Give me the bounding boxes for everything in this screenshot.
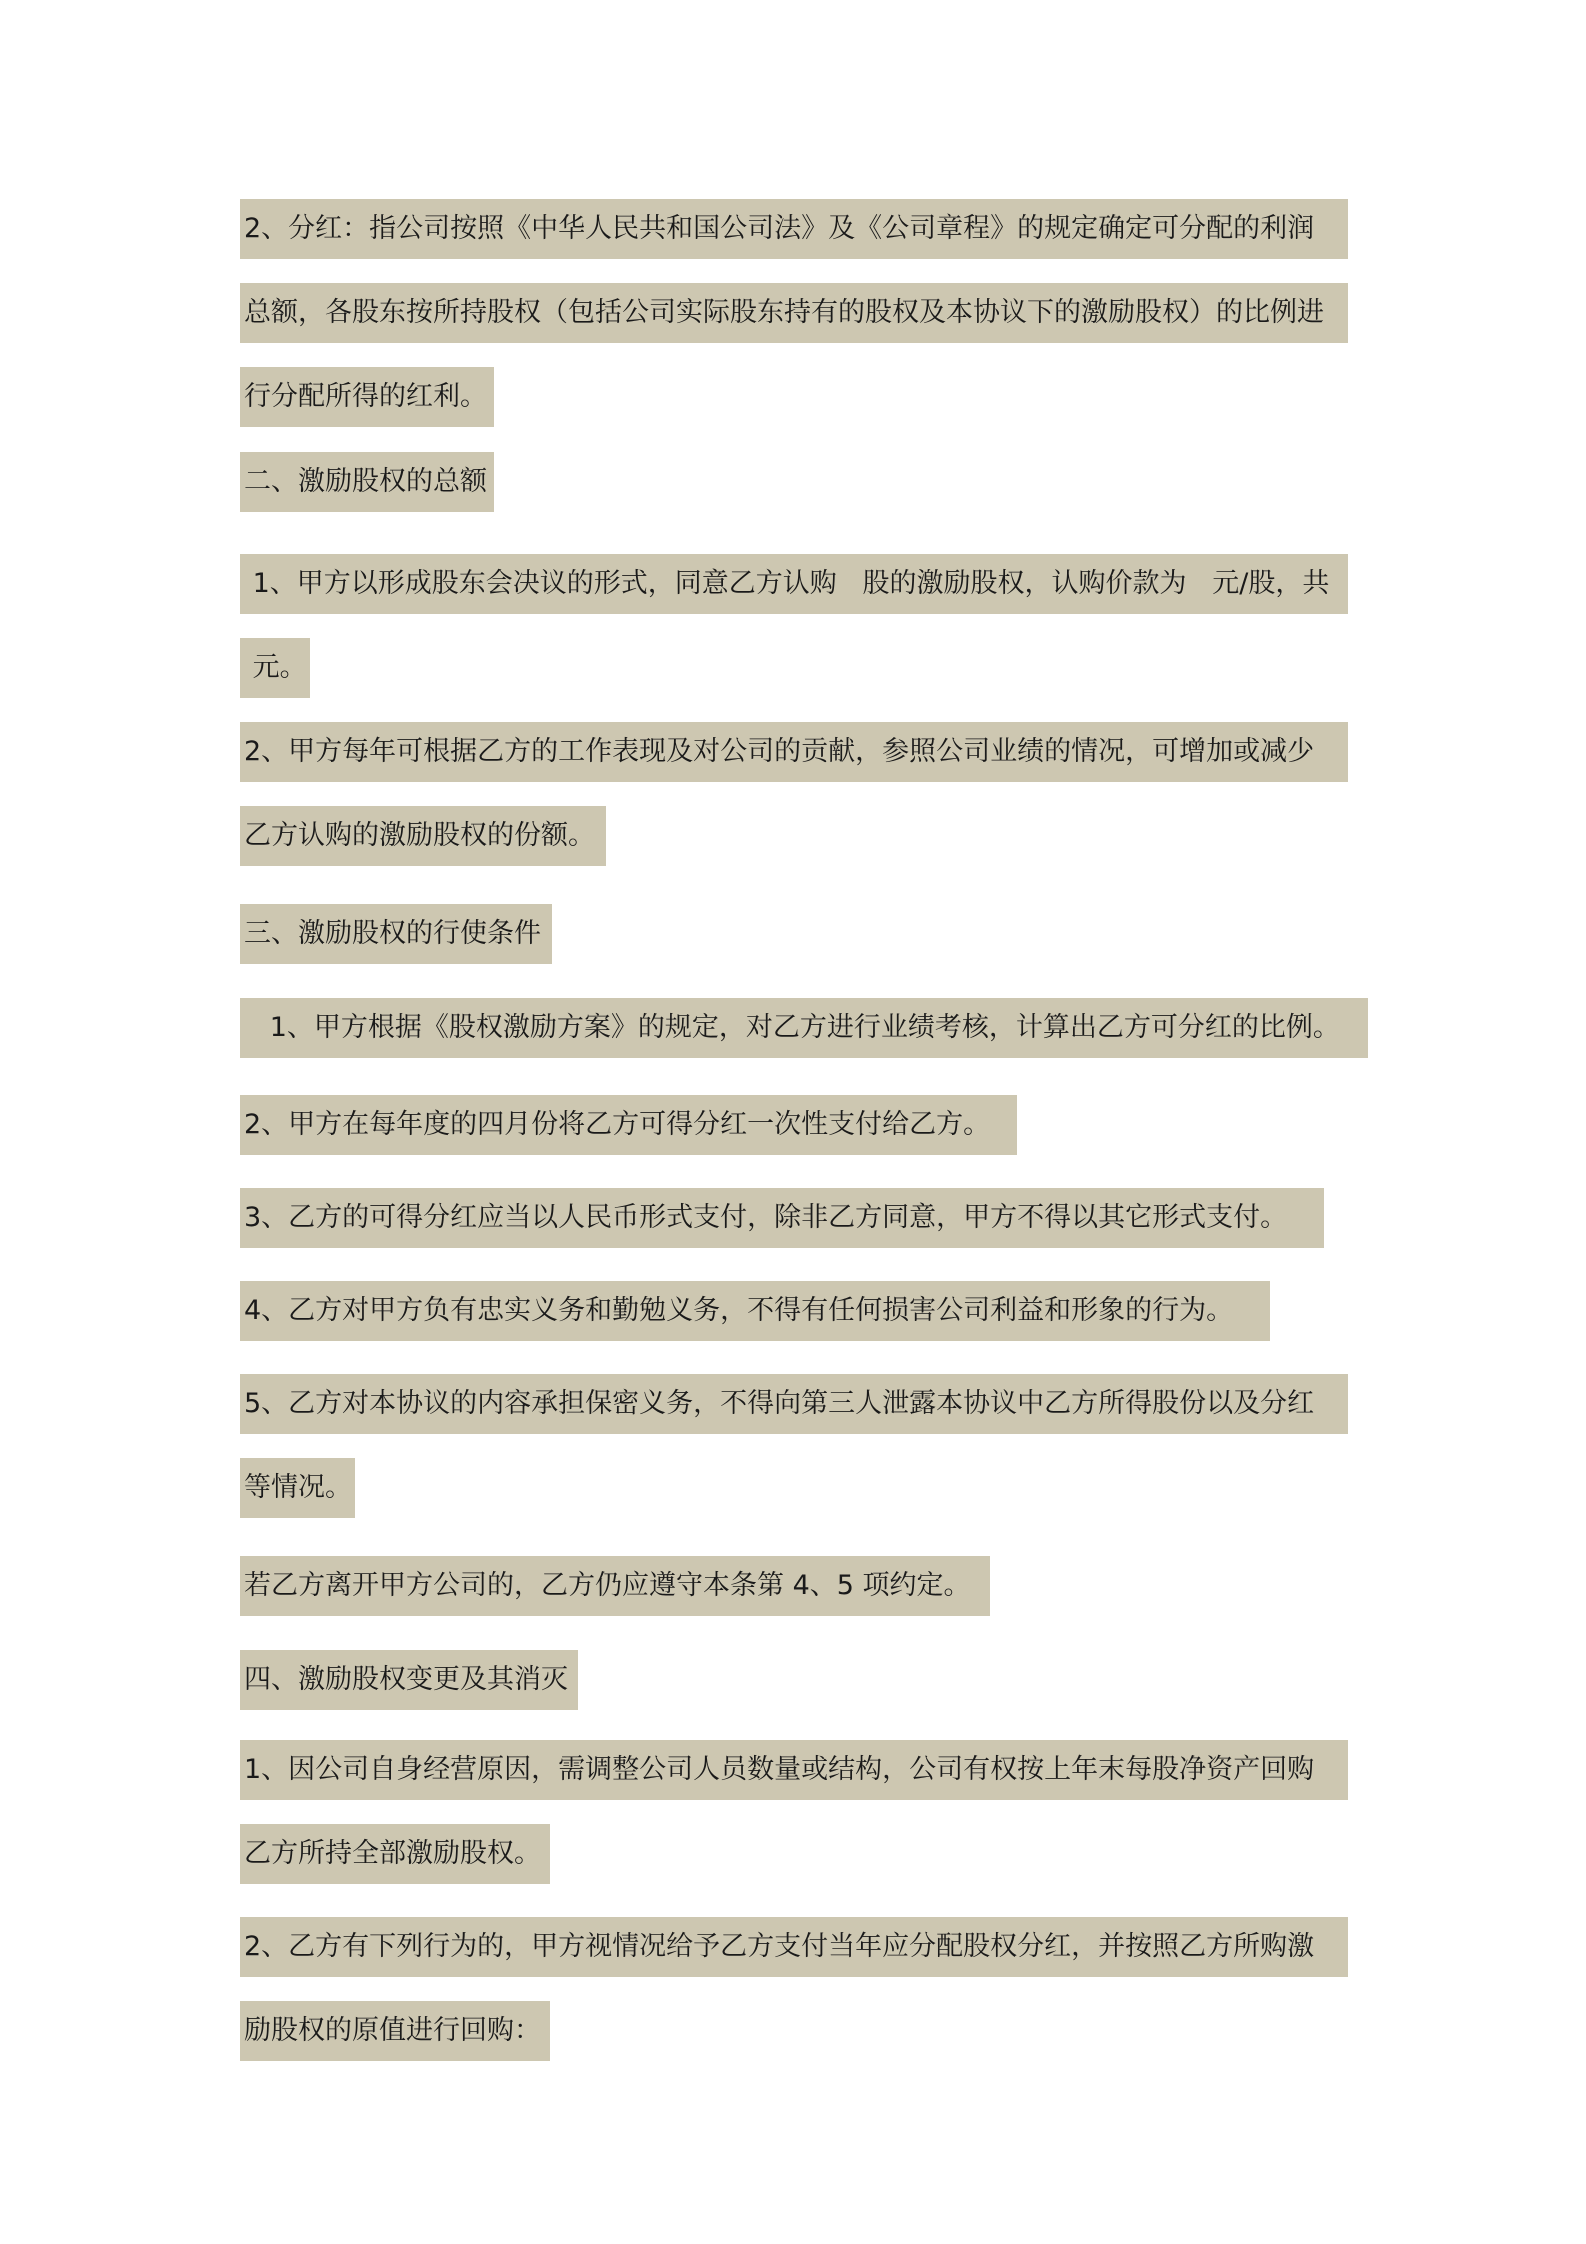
section-heading: 二、激励股权的总额 (240, 452, 494, 512)
text-line: 1、甲方以形成股东会决议的形式，同意乙方认购 股的激励股权，认购价款为 元/股，共 (240, 554, 1348, 614)
text-line: 总额，各股东按所持股权（包括公司实际股东持有的股权及本协议下的激励股权）的比例进 (240, 283, 1348, 343)
text-line: 乙方所持全部激励股权。 (240, 1824, 550, 1884)
section-heading: 四、激励股权变更及其消灭 (240, 1650, 578, 1710)
text-line: 行分配所得的红利。 (240, 367, 494, 427)
text-line: 2、分红：指公司按照《中华人民共和国公司法》及《公司章程》的规定确定可分配的利润 (240, 199, 1348, 259)
text-line: 3、乙方的可得分红应当以人民币形式支付，除非乙方同意，甲方不得以其它形式支付。 (240, 1188, 1324, 1248)
text-line: 励股权的原值进行回购： (240, 2001, 550, 2061)
text-line: 元。 (240, 638, 310, 698)
text-line: 乙方认购的激励股权的份额。 (240, 806, 606, 866)
text-line: 4、乙方对甲方负有忠实义务和勤勉义务，不得有任何损害公司利益和形象的行为。 (240, 1281, 1270, 1341)
text-line: 2、甲方每年可根据乙方的工作表现及对公司的贡献，参照公司业绩的情况，可增加或减少 (240, 722, 1348, 782)
text-line: 等情况。 (240, 1458, 355, 1518)
text-line: 1、因公司自身经营原因，需调整公司人员数量或结构，公司有权按上年末每股净资产回购 (240, 1740, 1348, 1800)
text-line: 若乙方离开甲方公司的，乙方仍应遵守本条第 4、5 项约定。 (240, 1556, 990, 1616)
text-line: 2、甲方在每年度的四月份将乙方可得分红一次性支付给乙方。 (240, 1095, 1017, 1155)
text-line: 2、乙方有下列行为的，甲方视情况给予乙方支付当年应分配股权分红，并按照乙方所购激 (240, 1917, 1348, 1977)
text-line: 5、乙方对本协议的内容承担保密义务，不得向第三人泄露本协议中乙方所得股份以及分红 (240, 1374, 1348, 1434)
section-heading: 三、激励股权的行使条件 (240, 904, 552, 964)
text-line: 1、甲方根据《股权激励方案》的规定，对乙方进行业绩考核，计算出乙方可分红的比例。 (240, 998, 1368, 1058)
